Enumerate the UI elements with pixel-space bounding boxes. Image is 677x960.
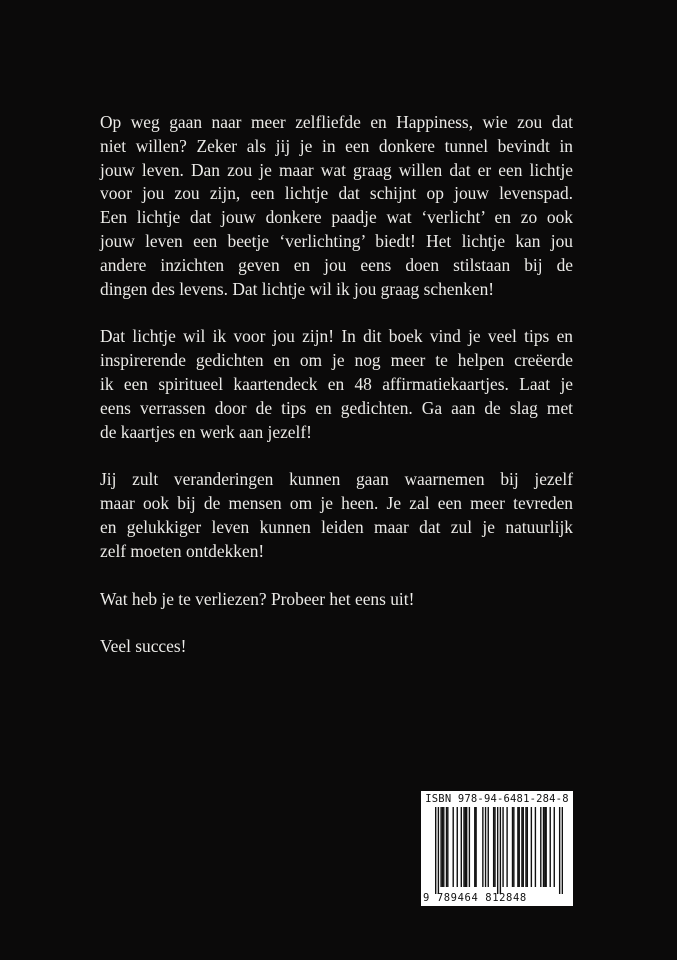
barcode-bar: [443, 807, 444, 887]
barcode-bar: [559, 807, 560, 894]
barcode-bar: [488, 807, 489, 887]
text-line: Jij zult veranderingen kunnen gaan waarnemen bij jezelf: [100, 469, 573, 490]
barcode-bar: [506, 807, 507, 887]
barcode-bar: [531, 807, 532, 887]
barcode-bars: [435, 807, 563, 894]
blurb-text: [100, 111, 573, 683]
barcode-bar: [500, 807, 501, 894]
barcode-bar: [497, 807, 498, 894]
barcode-bar: [442, 807, 443, 887]
barcode-bar: [463, 807, 464, 887]
isbn-barcode: [421, 791, 573, 906]
barcode-bar: [523, 807, 524, 887]
barcode-bar: [446, 807, 447, 887]
paragraph-4: [100, 588, 573, 612]
barcode-bar: [465, 807, 466, 887]
barcode-bar: [474, 807, 475, 887]
text-line: Dat lichtje wil ik voor jou zijn! In dit boek vind je veel tips en: [100, 326, 573, 347]
barcode-bar: [545, 807, 546, 887]
barcode-bar: [543, 807, 544, 887]
text-line: maar ook bij de mensen om je heen. Je zal een meer tevreden: [100, 493, 573, 514]
barcode-bar: [493, 807, 494, 887]
barcode-bar: [438, 807, 439, 894]
text-line: eens verrassen door de tips en gedichten. Ga aan de slag met: [100, 397, 573, 418]
paragraph-5: [100, 635, 573, 659]
text-line: Veel succes!: [100, 636, 187, 657]
barcode-bar: [512, 807, 513, 887]
text-line: voor jou zou zijn, een lichtje dat schijnt op jouw levenspad.: [100, 183, 573, 204]
text-line: jouw leven. Dan zou je maar wat graag willen dat er een lichtje: [100, 159, 573, 180]
barcode-bar: [440, 807, 441, 887]
barcode-bar: [475, 807, 476, 887]
text-line: Wat heb je te verliezen? Probeer het eens uit!: [100, 588, 415, 609]
text-line: ik een spiritueel kaartendeck en 48 affirmatiekaartjes. Laat je: [100, 373, 573, 394]
text-line: Een lichtje dat jouw donkere paadje wat ‘verlicht’ en zo ook: [100, 207, 573, 228]
barcode-bar: [527, 807, 528, 887]
barcode-bar: [494, 807, 495, 887]
barcode-bar: [540, 807, 541, 887]
paragraph-3: [100, 468, 573, 563]
barcode-bar: [435, 807, 436, 894]
text-line: niet willen? Zeker als jij je in een donkere tunnel bevindt in: [100, 135, 573, 156]
barcode-bar: [485, 807, 486, 887]
barcode-bar: [544, 807, 545, 887]
barcode-bar: [554, 807, 555, 887]
barcode-bar: [513, 807, 514, 887]
text-line: andere inzichten geven en jou eens doen stilstaan bij de: [100, 254, 573, 275]
text-line: inspirerende gedichten en om je nog meer te helpen creëerde: [100, 350, 573, 371]
paragraph-1: [100, 111, 573, 301]
text-line: de kaartjes en werk aan jezelf!: [100, 421, 312, 442]
barcode-bar: [469, 807, 470, 887]
isbn-label: ISBN 978-94-6481-284-8: [425, 793, 569, 805]
barcode-bar: [535, 807, 536, 887]
barcode-bar: [447, 807, 448, 887]
isbn-digits: 9 789464 812848: [423, 892, 527, 904]
text-line: en gelukkiger leven kunnen leiden maar dat zul je natuurlijk: [100, 516, 573, 537]
barcode-bar: [517, 807, 518, 887]
barcode-bar: [521, 807, 522, 887]
barcode-bar: [466, 807, 467, 887]
text-line: jouw leven een beetje ‘verlichting’ biedt! Het lichtje kan jou: [100, 230, 573, 251]
barcode-bar: [461, 807, 462, 887]
barcode-bar: [453, 807, 454, 887]
barcode-bar: [525, 807, 526, 887]
paragraph-2: [100, 325, 573, 444]
text-line: zelf moeten ontdekken!: [100, 540, 265, 561]
barcode-bar: [482, 807, 483, 887]
text-line: Op weg gaan naar meer zelfliefde en Happiness, wie zou dat: [100, 112, 573, 132]
barcode-bar: [562, 807, 563, 894]
text-line: dingen des levens. Dat lichtje wil ik jou graag schenken!: [100, 278, 495, 299]
barcode-bar: [457, 807, 458, 887]
barcode-bar: [502, 807, 503, 887]
barcode-bar: [550, 807, 551, 887]
barcode-bar: [519, 807, 520, 887]
